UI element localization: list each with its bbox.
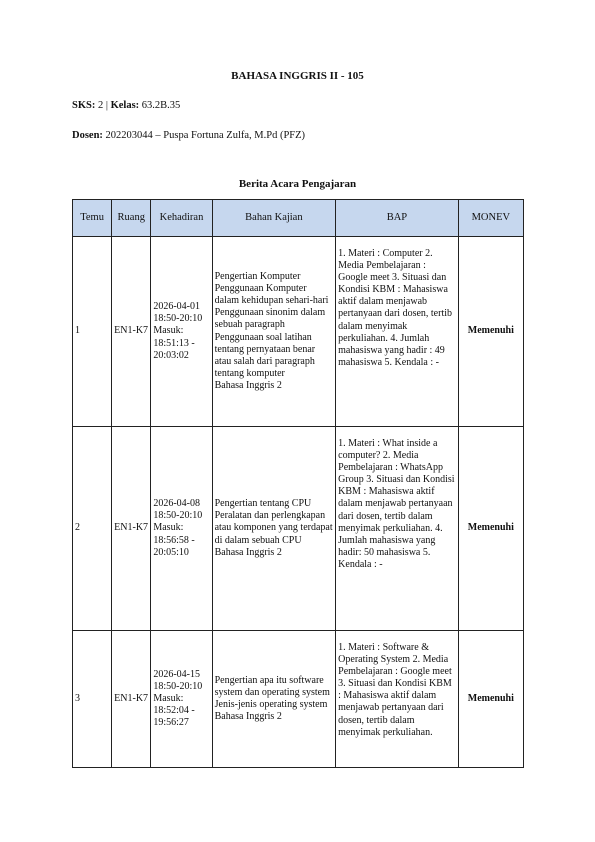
bahan-subject: Bahasa Inggris 2 xyxy=(214,379,282,391)
dosen-label: Dosen: xyxy=(72,130,103,141)
bahan-text: Pengertian Komputer Penggunaan Komputer dalam kehidupan sehari-hari Penggunaan sinonim dalam sebuah paragraph Penggunaan soal latihan tentang pernyataan benar atau salah dari paragraph tentang komputer xyxy=(214,271,329,379)
header-bahan-kajian: Bahan Kajian xyxy=(212,200,336,237)
bap-cell: 1. Materi : Software & Operating System 2. Media Pembelajaran : Google meet 3. Situasi dan Kondisi KBM : Mahasiswa aktif dalam menjawab pertanyaan dari dosen, tertib dalam menyimak perkuliahan. xyxy=(336,631,459,768)
ruang-cell: EN1-K7 xyxy=(112,237,151,427)
bahan-cell xyxy=(212,237,336,427)
bahan-text: Pengertian apa itu software system dan operating system Jenis-jenis operating system xyxy=(214,674,330,710)
dosen-line xyxy=(72,130,305,141)
header-temu: Temu xyxy=(73,200,112,237)
bahan-cell xyxy=(212,631,336,768)
bahan-cell xyxy=(212,427,336,631)
monev-cell: Memenuhi xyxy=(458,631,523,768)
header-bap: BAP xyxy=(336,200,459,237)
bahan-text: Pengertian tentang CPU Peralatan dan perlengkapan atau komponen yang terdapat di dalam sebuah CPU xyxy=(214,498,333,546)
table-header-row xyxy=(73,200,524,237)
course-title: BAHASA INGGRIS II - 105 xyxy=(231,70,364,82)
bahan-subject: Bahasa Inggris 2 xyxy=(214,546,282,558)
dosen-value: 202203044 – Puspa Fortuna Zulfa, M.Pd (PFZ) xyxy=(105,130,306,141)
ruang-cell: EN1-K7 xyxy=(112,631,151,768)
temu-cell: 2 xyxy=(73,427,112,631)
kehadiran-cell: 2026-04-08 18:50-20:10 Masuk: 18:56:58 - 20:05:10 xyxy=(151,427,212,631)
monev-cell: Memenuhi xyxy=(458,237,523,427)
sks-label: SKS: xyxy=(72,100,96,111)
sks-kelas-line xyxy=(72,100,180,111)
table-row xyxy=(73,237,524,427)
monev-cell: Memenuhi xyxy=(458,427,523,631)
kelas-value: 63.2B.35 xyxy=(141,100,181,111)
table-caption: Berita Acara Pengajaran xyxy=(238,178,357,190)
kelas-label: Kelas: xyxy=(110,100,140,111)
bahan-subject: Bahasa Inggris 2 xyxy=(214,711,282,723)
temu-cell: 3 xyxy=(73,631,112,768)
temu-cell: 1 xyxy=(73,237,112,427)
bap-table xyxy=(72,199,524,768)
header-monev: MONEV xyxy=(458,200,523,237)
bap-cell: 1. Materi : Computer 2. Media Pembelajaran : Google meet 3. Situasi dan Kondisi KBM : Mahasiswa aktif dalam menjawab pertanyaan dari dosen, tertib dalam menyimak perkuliahan. 4. Jumlah mahasiswa yang hadir : 49 mahasiswa 5. Kendala : - xyxy=(336,237,459,427)
header-ruang: Ruang xyxy=(112,200,151,237)
table-row xyxy=(73,427,524,631)
kehadiran-cell: 2026-04-01 18:50-20:10 Masuk: 18:51:13 - 20:03:02 xyxy=(151,237,212,427)
header-kehadiran: Kehadiran xyxy=(151,200,212,237)
sks-value: 2 xyxy=(97,100,104,111)
ruang-cell: EN1-K7 xyxy=(112,427,151,631)
bap-cell: 1. Materi : What inside a computer? 2. Media Pembelajaran : WhatsApp Group 3. Situasi dan Kondisi KBM : Mahasiswa aktif dalam menjawab pertanyaan dari dosen, tertib dalam menyimak perkuliahan. 4. Jumlah mahasiswa yang hadir: 50 mahasiswa 5. Kendala : - xyxy=(336,427,459,631)
kehadiran-cell: 2026-04-15 18:50-20:10 Masuk: 18:52:04 - 19:56:27 xyxy=(151,631,212,768)
table-row xyxy=(73,631,524,768)
separator: | xyxy=(105,100,108,111)
